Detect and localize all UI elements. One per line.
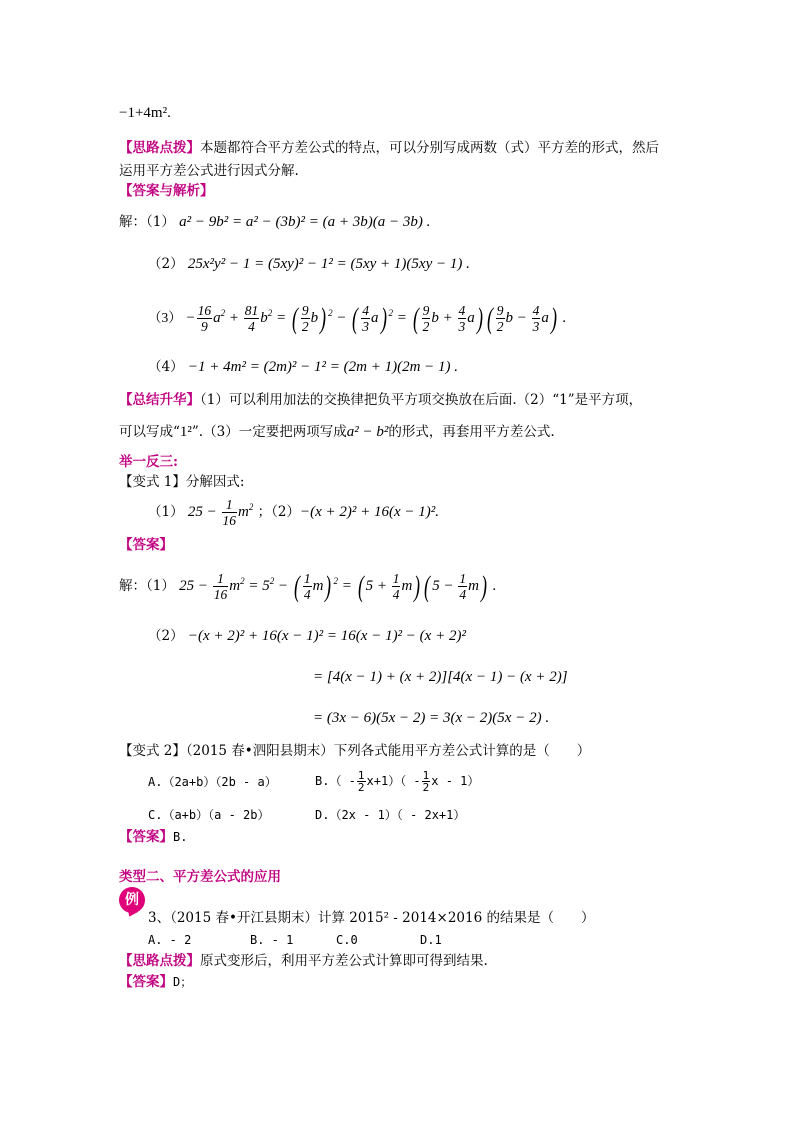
option-b-part-2: x+1）（ - — [366, 774, 421, 788]
answer-tag: 【答案】 — [119, 974, 173, 990]
variant-1-problem: （1） 25 − $\frac{1}{16}$ $m^2$ ；（2）−(x + 2)² + 16(x − 1)². — [148, 497, 440, 529]
option-d: D.（2x - 1）（ - 2x+1） — [315, 808, 466, 822]
summary-line-1 — [119, 391, 642, 409]
hint-line-2: 运用平方差公式进行因式分解. — [119, 163, 299, 179]
equation-1: a² − 9b² = a² − (3b)² = (a + 3b)(a − 3b) . — [179, 214, 431, 230]
answer-tag: 【答案】 — [119, 829, 173, 845]
summary-text-2c: 的形式，再套用平方差公式. — [388, 424, 555, 440]
variant-2-line — [119, 742, 590, 760]
solution-1 — [119, 213, 430, 231]
variant-2-answer — [119, 828, 187, 846]
example-3-option-b: B. - 1 — [250, 933, 294, 947]
hint-tag: 【思路点拨】 — [119, 140, 200, 156]
option-c: C.（a+b）（a - 2b） — [148, 808, 270, 822]
answer-heading: 【答案】 — [119, 537, 173, 553]
solution-3: （3） − $\frac{16}{9}$ $a^2$ + $\frac{81}{4}$ $b^2$ = ( $\frac{9}{2}$ b) $^2$ − ( $\frac{4}{3}$ a) $^2$ = ( $\frac{9}{2}$ b + $\frac{4}{3}$ a) ( $\frac{9}{2}$ b − $\frac{4}{3}$ a) . — [148, 301, 567, 335]
summary-tag: 【总结升华】 — [119, 392, 200, 408]
hint-2-text: 原式变形后，利用平方差公式计算即可得到结果. — [200, 953, 488, 969]
equation-4: −1 + 4m² = (2m)² − 1² = (2m + 1)(2m − 1) . — [187, 359, 459, 375]
hint-line-1 — [119, 139, 659, 157]
option-b-part-3: x - 1） — [431, 774, 480, 788]
example-3-option-d: D.1 — [420, 933, 442, 947]
jyfs-heading: 举一反三: — [119, 454, 178, 470]
solution-2 — [148, 255, 470, 273]
variant-1-expr-2: −(x + 2)² + 16(x − 1)². — [300, 504, 440, 520]
equation-2: 25x²y² − 1 = (5xy)² − 1² = (5xy + 1)(5xy − 1) . — [187, 256, 470, 272]
one-squared: 1² — [179, 424, 192, 440]
example-3-question: 3、（2015 春•开江县期末）计算 2015² - 2014×2016 的结果是（ ） — [148, 910, 595, 926]
part-label: （2） — [271, 504, 300, 520]
separator: ； — [257, 504, 272, 520]
option-a: A.（2a+b）（2b - a） — [148, 775, 277, 789]
part-label: （4） — [148, 359, 184, 375]
example-3-option-a: A. - 2 — [148, 933, 192, 947]
option-b: B.（ - $\frac{1}{2}$ x+1）（ - $\frac{1}{2}$ x - 1） — [315, 769, 480, 794]
difference-of-squares: a² − b² — [346, 424, 389, 440]
answer-2-step-2: = [4(x − 1) + (x + 2)][4(x − 1) − (x + 2)] — [313, 669, 568, 685]
summary-text-2a: 可以写成“ — [119, 424, 180, 440]
variant-1-answer-1: 解：（1） 25 − $\frac{1}{16}$ $m^2 = 5^2$ − ( $\frac{1}{4}$ m) $^2$ = ( 5 + $\frac{1}{4}$ m) ( 5 − $\frac{1}{4}$ m) . — [119, 569, 497, 603]
answer-analysis-heading: 【答案与解析】 — [119, 183, 214, 199]
answer-value: B. — [173, 830, 188, 844]
example-3-answer — [119, 973, 192, 991]
example-badge: 例 — [119, 887, 145, 913]
variant-2-text: （2015 春•泗阳县期末）下列各式能用平方差公式计算的是（ ） — [185, 743, 591, 759]
hint-2-line — [119, 952, 488, 970]
part-label: （2） — [148, 628, 184, 644]
variant-1-answer-2 — [148, 627, 466, 645]
variant-1-line — [119, 473, 244, 491]
hint-text-1: 本题都符合平方差公式的特点，可以分别写成两数（式）平方差的形式，然后 — [200, 140, 659, 156]
example-3-option-c: C.0 — [336, 933, 358, 947]
summary-text-2b: ”.（3）一定要把两项写成 — [191, 424, 347, 440]
answer-2-step-3: = (3x − 6)(5x − 2) = 3(x − 2)(5x − 2) . — [313, 710, 550, 726]
hint-tag: 【思路点拨】 — [119, 953, 200, 969]
part-label: （2） — [148, 256, 184, 272]
variant-1-text: 分解因式: — [185, 474, 245, 490]
part-label: （3） — [148, 310, 182, 325]
jie-label: 解： — [119, 578, 146, 594]
part-label: （1） — [148, 504, 184, 520]
part-label: （1） — [146, 214, 175, 230]
variant-1-tag: 【变式 1】 — [119, 474, 186, 490]
expression-continuation: −1+4m². — [119, 105, 171, 121]
solution-4 — [148, 358, 458, 376]
part-label: （1） — [146, 578, 175, 594]
option-b-part-1: B.（ - — [315, 774, 356, 788]
answer-2-step-1: −(x + 2)² + 16(x − 1)² = 16(x − 1)² − (x + 2)² — [187, 628, 466, 644]
summary-line-2 — [119, 423, 555, 441]
answer-value: D； — [173, 975, 193, 989]
variant-2-tag: 【变式 2】 — [119, 743, 186, 759]
jie-label: 解： — [119, 214, 146, 230]
summary-text-1: （1）可以利用加法的交换律把负平方项交换放在后面.（2）“1”是平方项， — [200, 392, 643, 408]
section-heading-type-2: 类型二、平方差公式的应用 — [119, 869, 281, 885]
